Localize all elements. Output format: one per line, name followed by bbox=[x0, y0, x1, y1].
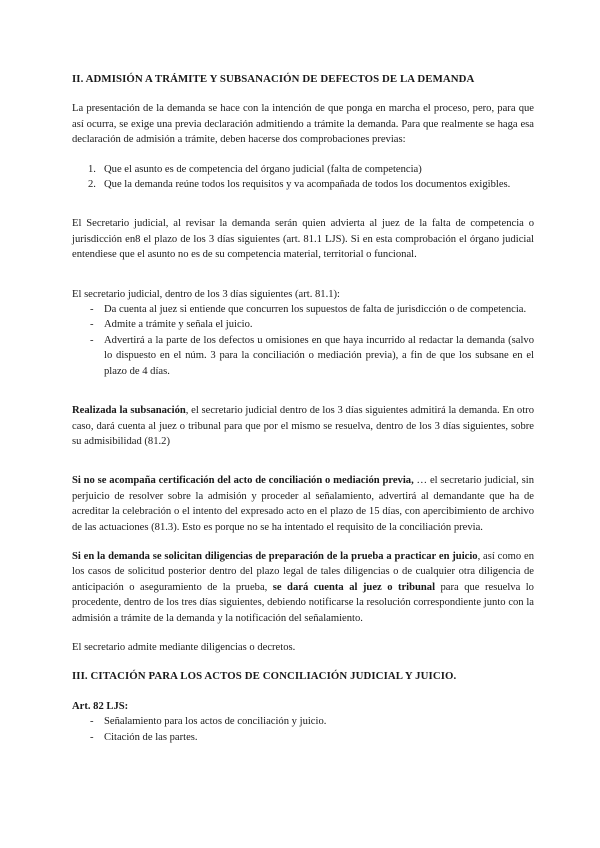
list-marker: 1. bbox=[88, 163, 96, 175]
list-item bbox=[72, 333, 534, 379]
list-marker: - bbox=[90, 334, 94, 346]
intro-paragraph: La presentación de la demanda se hace con la intención de que ponga en marcha el proceso, pero, para que así ocurra, se exige una previa declaración admitiendo a trámite la demanda. Para que realmente se haga esa declaración de admisión a trámite, deben hacerse dos comprobaciones previas: bbox=[72, 103, 534, 146]
secretario-paragraph: El Secretario judicial, al revisar la demanda serán quien advierta al juez de la falta de competencia o jurisdicción en8 el plazo de los 3 días siguientes (art. 81.1 LJS). Si en esta comprobación el órgano judicial entendiese que el asunto no es de su competencia material, territorial o funcional. bbox=[72, 218, 534, 261]
list-item-text: Admite a trámite y señala el juicio. bbox=[104, 319, 253, 331]
list-item-text: Que la demanda reúne todos los requisitos y va acompañada de todos los documentos exigibles. bbox=[104, 179, 511, 191]
list-item bbox=[72, 714, 534, 729]
certificacion-text: … el secretario judicial, sin perjuicio de resolver sobre la admisión y proceder al señalamiento, advertirá al demandante que ha de acreditar la celebración o el intento del expresado acto en el plazo de 15 días, con apercibimiento de archivo de las actuaciones (81.3). Esto es porque no se ha intentado el requisito de la conciliación previa. bbox=[72, 475, 534, 533]
section-2-heading: II. ADMISIÓN A TRÁMITE Y SUBSANACIÓN DE DEFECTOS DE LA DEMANDA bbox=[72, 73, 475, 85]
list-marker: - bbox=[90, 319, 94, 331]
dentro-paragraph: El secretario judicial, dentro de los 3 días siguientes (art. 81.1): bbox=[72, 288, 341, 300]
list-item bbox=[72, 162, 534, 177]
subsanacion-paragraph bbox=[72, 403, 534, 449]
list-marker: - bbox=[90, 304, 94, 316]
diligencias-paragraph bbox=[72, 549, 534, 626]
list-marker: - bbox=[90, 716, 94, 728]
diligencias-bold-1: Si en la demanda se solicitan diligencias de preparación de la prueba a practicar en juicio bbox=[72, 550, 478, 562]
list-item-text: Da cuenta al juez si entiende que concurren los supuestos de falta de jurisdicción o de competencia. bbox=[104, 304, 527, 316]
list-item bbox=[72, 317, 534, 332]
certificacion-paragraph bbox=[72, 473, 534, 535]
citacion-list bbox=[72, 714, 534, 745]
certificacion-bold: Si no se acompaña certificación del acto de conciliación o mediación previa, bbox=[72, 475, 414, 487]
list-marker: - bbox=[90, 731, 94, 743]
list-item-text: Advertirá a la parte de los defectos u omisiones en que haya incurrido al redactar la demanda (salvo lo dispuesto en el núm. 3 para la conciliación o mediación previa), a fin de que los subsane en el plazo de 4 días. bbox=[104, 334, 534, 377]
admite-paragraph: El secretario admite mediante diligencias o decretos. bbox=[72, 641, 296, 653]
actions-list bbox=[72, 302, 534, 379]
list-item bbox=[72, 302, 534, 317]
diligencias-text-1: , así como en los casos de solicitud posterior dentro del plazo legal de tales diligencias o de cualquier otra diligencia de anticipación o aseguramiento de la prueba, bbox=[72, 550, 534, 593]
subsanacion-text: , el secretario judicial dentro de los 3 días siguientes admitirá la demanda. En otro caso, dará cuenta al juez o tribunal para que por el mismo se resuelva, dentro de los 3 días siguientes, sobre su admisibilidad (81.2) bbox=[72, 405, 534, 447]
list-item-text: Citación de las partes. bbox=[104, 731, 198, 743]
subsanacion-bold: Realizada la subsanación bbox=[72, 405, 186, 417]
list-marker: 2. bbox=[88, 179, 96, 191]
list-item bbox=[72, 730, 534, 745]
list-item-text: Señalamiento para los actos de conciliación y juicio. bbox=[104, 716, 327, 728]
list-item-text: Que el asunto es de competencia del órgano judicial (falta de competencia) bbox=[104, 163, 422, 175]
list-item bbox=[72, 177, 534, 192]
section-3-heading: III. CITACIÓN PARA LOS ACTOS DE CONCILIACIÓN JUDICIAL Y JUICIO. bbox=[72, 670, 457, 683]
diligencias-bold-2: se dará cuenta al juez o tribunal bbox=[272, 581, 436, 593]
article-title: Art. 82 LJS: bbox=[72, 700, 129, 712]
checks-list bbox=[72, 162, 534, 193]
diligencias-text-2: para que resuelva lo procedente, dentro de los tres días siguientes, debiendo notificarse la resolución correspondiente junto con la admisión a trámite de la demanda y la notificación del señalamiento. bbox=[72, 581, 534, 624]
